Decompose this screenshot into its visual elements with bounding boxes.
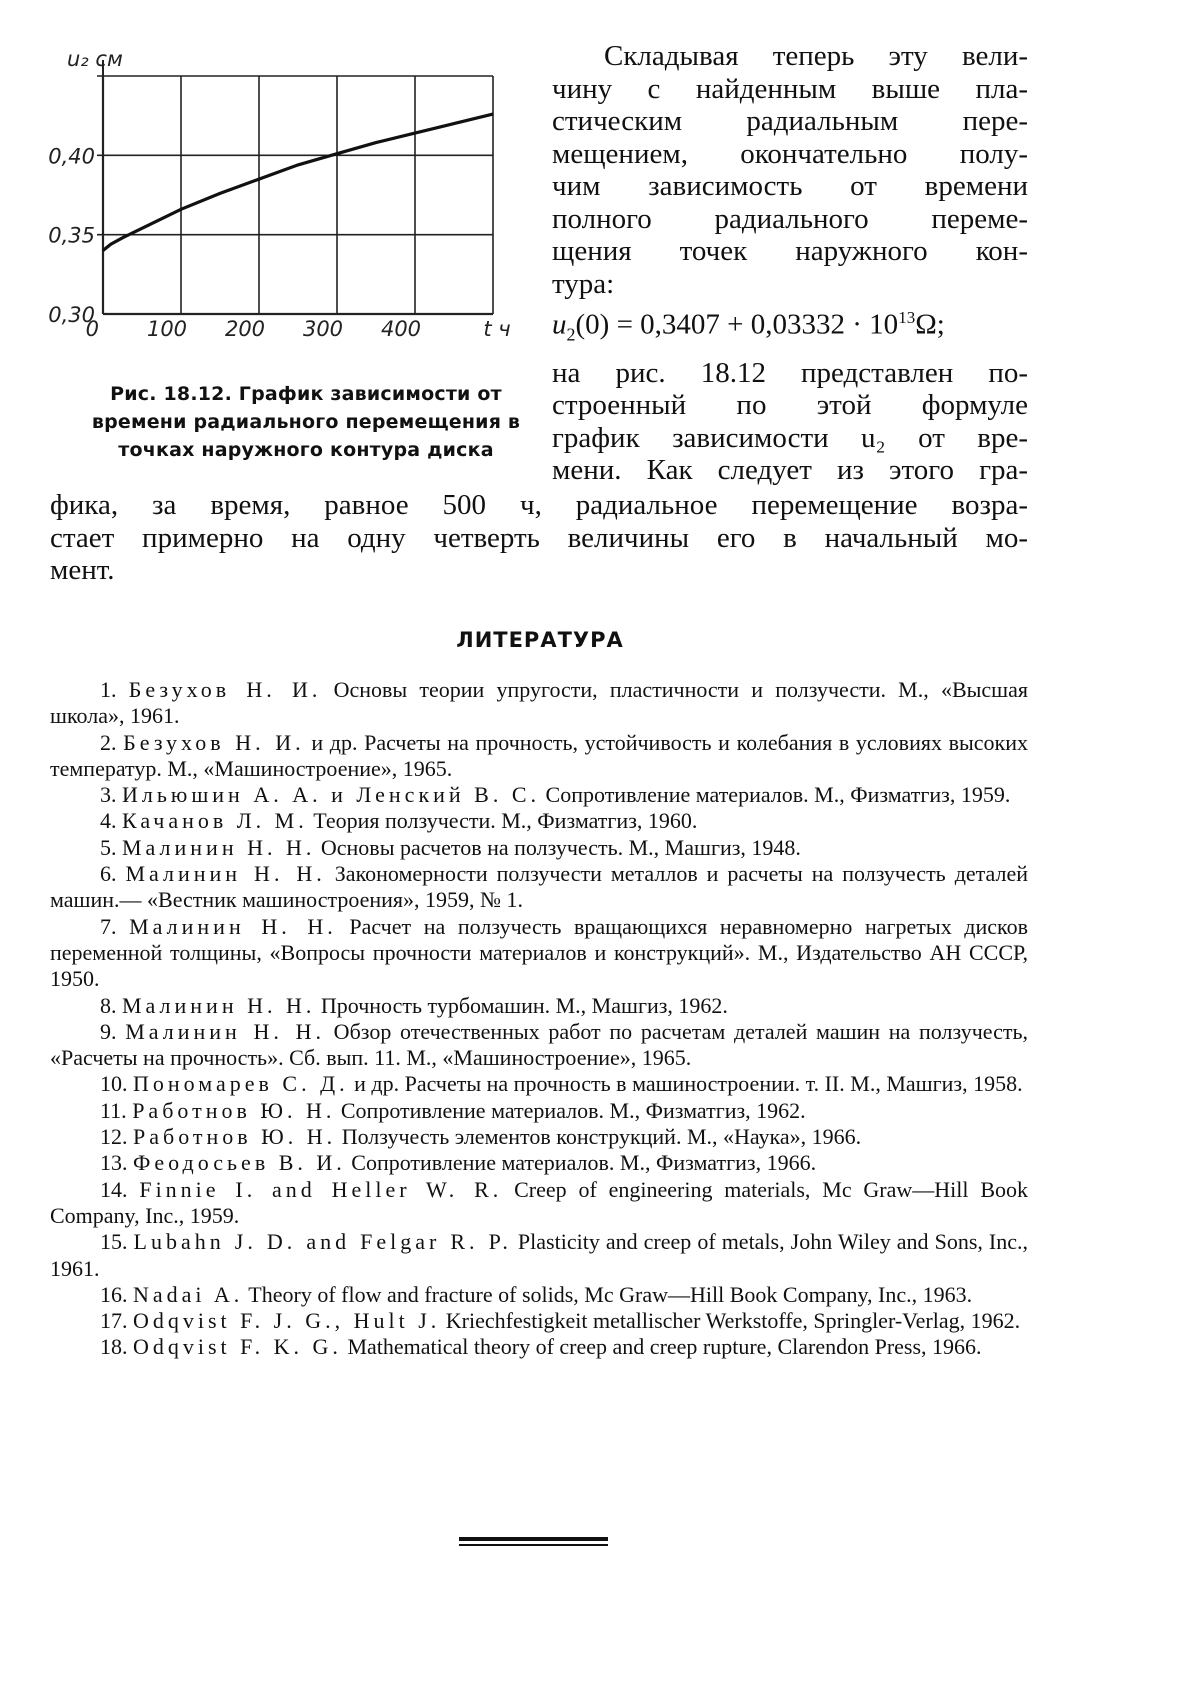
literature-heading: ЛИТЕРАТУРА: [456, 628, 624, 652]
caption-line: времени радиального перемещения в: [91, 411, 521, 433]
reference-number: 5.: [100, 834, 117, 860]
data-point: [492, 113, 493, 114]
reference-author: Безухов Н. И.: [128, 677, 322, 702]
paragraph-line: чим зависимость от времени: [552, 170, 1028, 202]
reference-item: [50, 1177, 1028, 1230]
data-point: [375, 142, 376, 143]
reference-author: Работнов Ю. Н.: [132, 1097, 336, 1123]
reference-author: Малинин Н. Н.: [125, 861, 326, 887]
series-line: [103, 114, 493, 250]
reference-text: Theory of flow and fracture of solids, Mc Graw—Hill Book Company, Inc., 1963.: [243, 1281, 973, 1307]
paragraph-line: чину с найденным выше пла-: [552, 72, 1028, 105]
reference-author: Малинин Н. Н.: [122, 992, 316, 1018]
reference-author: Малинин Н. Н.: [129, 913, 337, 939]
paragraph-line: мент.: [50, 554, 115, 586]
chart-series: [102, 113, 493, 251]
data-point: [453, 123, 454, 124]
paragraph-line: мени. Как следует из этого гра-: [552, 454, 1028, 487]
reference-number: 13.: [100, 1150, 128, 1176]
reference-item: [50, 1019, 1028, 1072]
caption-line: Рис. 18.12. График зависимости от: [110, 383, 502, 405]
reference-text: Закономерности ползучести металлов и расчеты на ползучесть деталей машин.— «Вестник машиностроения», 1959, № 1.: [50, 861, 1029, 913]
reference-item: [50, 993, 1028, 1019]
x-axis-label: t ч: [483, 317, 511, 341]
reference-author: Малинин Н. Н.: [125, 1018, 325, 1044]
reference-number: 16.: [100, 1281, 128, 1307]
reference-author: Качанов Л. М.: [122, 808, 308, 834]
data-point: [102, 250, 103, 251]
reference-number: 8.: [100, 992, 117, 1018]
reference-author: Работнов Ю. Н.: [133, 1124, 337, 1150]
end-rule-thin: [459, 1544, 608, 1546]
data-point: [141, 228, 142, 229]
reference-text: Расчет на ползучесть вращающихся неравномерно нагретых дисков переменной толщины, «Вопросы прочности материалов и конструкций». М., Издательство АН СССР, 1950.: [50, 913, 1029, 992]
reference-list: [50, 677, 1028, 1361]
reference-number: 12.: [100, 1124, 128, 1150]
reference-item: [50, 1071, 1028, 1097]
reference-author: Феодосьев В. И.: [133, 1150, 346, 1176]
paragraph-line: фика, за время, равное 500 ч, радиальное перемещение возра-: [50, 489, 1028, 521]
formula-body: (0) = 0,3407 + 0,03332 · 10: [575, 308, 899, 341]
paragraph-line: мещением, окончательно полу-: [552, 137, 1028, 170]
x-tick-label: 400: [380, 317, 422, 341]
y-tick-label: 0,30: [48, 303, 95, 327]
x-tick-label: 200: [224, 317, 266, 341]
x-tick-label: 300: [302, 317, 344, 341]
end-rule: [459, 1537, 608, 1541]
data-point: [336, 153, 337, 154]
x-tick-label: 0: [85, 317, 99, 341]
x-tick-label: 100: [146, 317, 188, 341]
reference-text: Прочность турбомашин. М., Машгиз, 1962.: [315, 992, 728, 1018]
chart-grid: [97, 76, 493, 314]
reference-number: 4.: [100, 808, 117, 834]
reference-item: [50, 730, 1028, 783]
reference-author: Nadai A.: [133, 1281, 244, 1307]
paragraph-line: график зависимости u₂ от вре-: [552, 421, 1028, 454]
reference-item: [50, 1334, 1028, 1360]
reference-number: 2.: [100, 729, 117, 755]
reference-item: [50, 861, 1028, 914]
full-width-text: [50, 489, 1028, 587]
data-point: [414, 133, 415, 134]
reference-text: Kriechfestigkeit metallischer Werkstoffe, Springler-Verlag, 1962.: [440, 1308, 1021, 1334]
y-tick-label: 0,40: [48, 144, 95, 169]
data-point: [180, 209, 181, 210]
reference-item: [50, 1282, 1028, 1308]
reference-author: Безухов Н. И.: [123, 729, 305, 755]
reference-number: 14.: [100, 1176, 128, 1202]
reference-author: Odqvist F. J. G., Hult J.: [133, 1308, 441, 1334]
reference-number: 6.: [100, 861, 117, 887]
formula-exponent: 13: [898, 308, 916, 327]
formula-variable: u: [552, 308, 567, 341]
reference-item: [50, 1229, 1028, 1282]
reference-text: Сопротивление материалов. М., Физматгиз, 1966.: [345, 1150, 817, 1176]
reference-text: Plasticity and creep of metals, John Wiley and Sons, Inc., 1961.: [50, 1229, 1029, 1281]
paragraph-line: стает примерно на одну четверть величины его в начальный мо-: [50, 521, 1028, 554]
reference-text: Ползучесть элементов конструкций. М., «Наука», 1966.: [336, 1124, 862, 1150]
reference-number: 1.: [100, 677, 117, 702]
paragraph-line: полного радиального переме-: [552, 202, 1028, 235]
formula: [552, 302, 1028, 351]
reference-text: Теория ползучести. М., Физматгиз, 1960.: [307, 808, 698, 834]
reference-author: Ильюшин А. А. и Ленский В. С.: [122, 782, 541, 808]
reference-text: Mathematical theory of creep and creep rupture, Clarendon Press, 1966.: [341, 1334, 982, 1360]
reference-author: Малинин Н. Н.: [122, 834, 316, 860]
reference-number: 18.: [100, 1334, 128, 1360]
reference-number: 15.: [100, 1229, 128, 1255]
figure-caption: [56, 380, 556, 464]
reference-number: 10.: [100, 1071, 128, 1097]
reference-author: Finnie I. and Heller W. R.: [139, 1176, 503, 1202]
formula-tail: Ω;: [915, 308, 945, 341]
chart-labels: [48, 47, 510, 341]
chart: [40, 40, 560, 380]
reference-text: Основы теории упругости, пластичности и ползучести. М., «Высшая школа», 1961.: [50, 677, 1028, 729]
reference-item: [50, 1124, 1028, 1150]
reference-item: [50, 782, 1028, 808]
caption-line: точках наружного контура диска: [118, 439, 494, 461]
reference-text: Основы расчетов на ползучесть. М., Машгиз, 1948.: [315, 834, 801, 860]
data-point: [297, 164, 298, 165]
data-point: [219, 193, 220, 194]
data-point: [258, 179, 259, 180]
paragraph-line: щения точек наружного кон-: [552, 235, 1028, 267]
reference-item: [50, 1150, 1028, 1176]
reference-author: Пономарев С. Д.: [133, 1071, 349, 1097]
reference-number: 3.: [100, 782, 117, 808]
figure: [40, 40, 560, 470]
reference-number: 11.: [100, 1097, 127, 1123]
reference-number: 17.: [100, 1308, 128, 1334]
reference-text: и др. Расчеты на прочность, устойчивость и колебания в условиях высоких температур. М., «Машиностроение», 1965.: [50, 729, 1029, 781]
reference-text: Сопротивление материалов. М., Физматгиз, 1962.: [335, 1097, 806, 1123]
data-point: [110, 244, 111, 245]
formula-subscript: 2: [566, 324, 576, 345]
data-point: [122, 237, 123, 238]
reference-item: [50, 914, 1028, 993]
paragraph-line: строенный по этой формуле: [552, 389, 1028, 422]
reference-text: Сопротивление материалов. М., Физматгиз, 1959.: [540, 782, 1011, 808]
reference-item: [50, 835, 1028, 861]
reference-item: [50, 808, 1028, 834]
reference-item: [50, 1308, 1028, 1334]
reference-item: [50, 1098, 1028, 1124]
paragraph-line: тура:: [552, 267, 615, 300]
paragraph-line: стическим радиальным пере-: [552, 105, 1028, 137]
reference-text: и др. Расчеты на прочность в машиностроении. т. II. М., Машгиз, 1958.: [348, 1071, 1023, 1097]
reference-author: Odqvist F. K. G.: [133, 1334, 342, 1360]
y-axis-label: u₂ см: [67, 47, 123, 71]
reference-number: 9.: [100, 1018, 117, 1044]
reference-text: Creep of engineering materials, Mc Graw—Hill Book Company, Inc., 1959.: [50, 1176, 1028, 1228]
y-tick-label: 0,35: [48, 223, 95, 248]
paragraph-line: Складывая теперь эту вели-: [604, 40, 1028, 72]
reference-number: 7.: [100, 913, 117, 939]
right-column-text: [552, 40, 1028, 487]
reference-item: [50, 677, 1028, 730]
paragraph-line: на рис. 18.12 представлен по-: [552, 356, 1028, 389]
reference-author: Lubahn J. D. and Felgar R. P.: [133, 1229, 512, 1255]
reference-text: Обзор отечественных работ по расчетам деталей машин на ползучесть, «Расчеты на прочность». Сб. вып. 11. М., «Машиностроение», 1965.: [50, 1018, 1028, 1071]
